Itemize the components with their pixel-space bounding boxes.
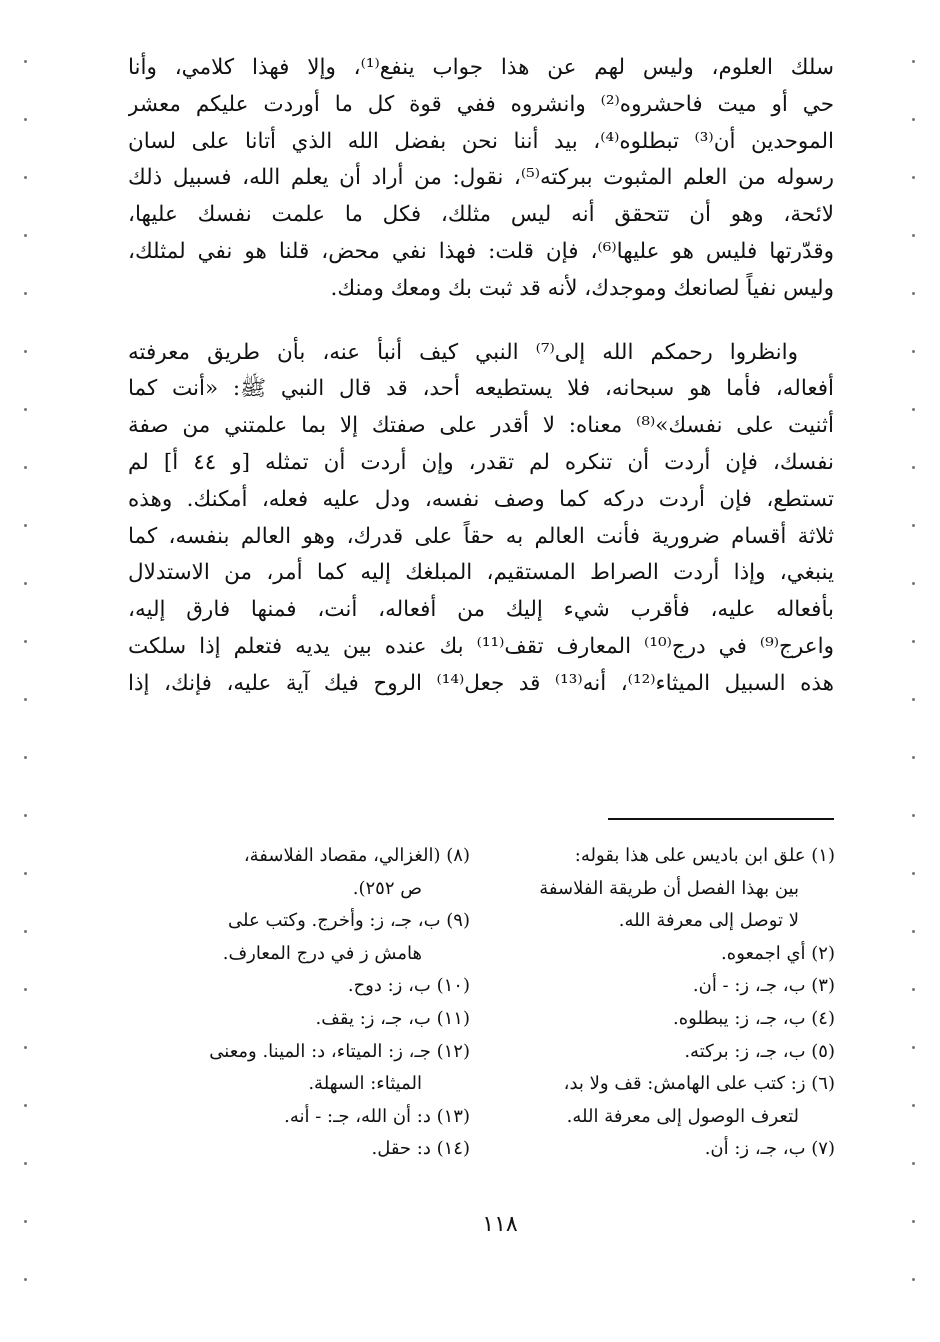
footnote-number: (٨) [446,845,470,866]
footnote [125,905,470,970]
footnote [490,1068,835,1133]
footnote-number: (٤) [811,1007,835,1029]
text-line: حي أو ميت فاحشروه⁽²⁾ وانشروه ففي قوة كل ما أوردت عليكم معشر [128,91,834,117]
text-line: لائحة، وهو أن تتحقق أنه ليس مثلك، فكل ما علمت نفسك عليها، [128,202,834,228]
margin-dot [24,118,27,121]
footnote [490,1003,835,1036]
margin-dot [24,756,27,759]
footnote-text: جـ، ز: الميتاء، د: المينا. ومعنى [209,1040,431,1062]
footnote-text: (الغزالي، مقصاد الفلاسفة، [243,845,441,866]
footnote-text: ب، جـ، ز: - أن. [692,975,806,997]
margin-dot [912,814,915,817]
margin-dot [912,698,915,701]
footnote [490,1036,835,1069]
margin-dot [912,930,915,933]
margin-dot [912,1220,915,1223]
margin-dot [24,292,27,295]
margin-dot [24,350,27,353]
footnote-number: (٦) [811,1073,835,1095]
margin-dot [912,234,915,237]
margin-dot [912,1104,915,1107]
text-line: الموحدين أن⁽³⁾ تبطلوه⁽⁴⁾، بيد أننا نحن بفضل الله الذي أتانا على لسان [128,128,834,154]
text-line: تستطع، فإن أردت دركه كما وصف نفسه، ودل عليه فعله، أمكنك. وهذه [128,486,834,512]
footnote [125,970,470,1003]
margin-dot [24,1046,27,1049]
margin-dot [24,1278,27,1281]
footnote [490,970,835,1003]
footnote [125,1101,470,1134]
margin-dot [24,524,27,527]
margin-dot [24,930,27,933]
footnote [125,1133,470,1166]
text-line: سلك العلوم، وليس لهم عن هذا جواب ينفع⁽¹⁾، وإلا فهذا كلامي، وأنا [128,55,834,80]
margin-dot [24,176,27,179]
margin-dot [912,582,915,585]
margin-dot [24,408,27,411]
margin-dot [912,350,915,353]
footnote-text: لتعرف الوصول إلى معرفة الله. [566,1105,799,1127]
footnote-text: هامش ز في درج المعارف. [222,942,422,964]
footnote-text: د: حقل. [371,1138,431,1160]
margin-dot [24,466,27,469]
footnote [125,1003,470,1036]
margin-dot [912,756,915,759]
footnote-number: (١٣) [436,1105,470,1127]
footnote-text: ب، ز: دوح. [347,975,431,997]
footnote-number: (١) [811,845,835,866]
footnote [490,1133,835,1166]
footnote-text: ب، جـ، ز: يبطلوه. [673,1007,806,1029]
footnote-text: بين بهذا الفصل أن طريقة الفلاسفة [539,877,799,899]
margin-dot [24,1220,27,1223]
margin-dot [24,60,27,63]
margin-dot [912,1046,915,1049]
margin-dot [912,1162,915,1165]
footnote [125,1036,470,1101]
text-line: نفسك، فإن أردت أن تنكره لم تقدر، وإن أردت أن تمثله [و ٤٤ أ] لم [128,449,834,475]
margin-dot [912,872,915,875]
footnote-number: (٥) [811,1040,835,1062]
margin-dot [24,988,27,991]
footnote-number: (٧) [811,1138,835,1160]
footnote-text: لا توصل إلى معرفة الله. [618,910,799,932]
margin-dot [912,640,915,643]
footnotes-right-column [490,840,835,1166]
margin-dot [912,292,915,295]
text-line: أثنيت على نفسك»⁽⁸⁾ معناه: لا أقدر على صفتك إلا بما علمتني من صفة [128,413,834,439]
footnote-text: علق ابن باديس على هذا بقوله: [574,845,806,866]
text-line: وقدّرتها فليس هو عليها⁽⁶⁾، فإن قلت: فهذا نفي محض، قلنا هو نفي لمثلك، [128,238,834,264]
footnote-text: أي اجمعوه. [721,942,806,964]
footnote-text: ب، جـ، ز: أن. [704,1138,806,1160]
margin-dot [24,234,27,237]
margin-dot [912,1278,915,1281]
margin-dot [912,408,915,411]
margin-dot [24,1162,27,1165]
text-line: وانظروا رحمكم الله إلى⁽⁷⁾ النبي كيف أنبأ عنه، بأن طريق معرفته [128,339,798,365]
margin-dot [912,988,915,991]
left-margin-dots [24,0,28,1342]
footnote-number: (٩) [446,910,470,932]
text-line: بأفعاله عليه، فأقرب شيء إليك من أفعاله، أنت، فمنها فارق إليه، [128,597,834,623]
text-line: ثلاثة أقسام ضرورية فأنت العالم به حقاً على قدرك، وهو العالم بنفسه، كما [128,523,834,549]
margin-dot [912,60,915,63]
margin-dot [912,466,915,469]
text-line: واعرج⁽⁹⁾ في درج⁽¹⁰⁾ المعارف تقف⁽¹¹⁾ بك عنده بين يديه فتعلم إذا سلكت [128,633,834,659]
footnote-number: (٣) [811,975,835,997]
text-line: أفعاله، فأما هو سبحانه، فلا يستطيعه أحد، قد قال النبي ﷺ: «أنت كما [128,376,834,402]
footnote-text: ب، جـ، ز: يقف. [315,1007,431,1029]
footnote [490,938,835,971]
margin-dot [912,524,915,527]
footnote-number: (١٢) [436,1040,470,1062]
margin-dot [24,1104,27,1107]
page-number: ١١٨ [482,1212,518,1237]
footnotes-left-column [125,840,470,1166]
text-line: رسوله من العلم المثبوت ببركته⁽⁵⁾، نقول: من أراد أن يعلم الله، فسبيل ذلك [128,165,834,191]
text-line: ينبغي، وإذا أردت الصراط المستقيم، المبلغك إليه كما أمر، من الاستدلال [128,560,834,586]
footnote-number: (١١) [436,1007,470,1029]
footnote-number: (١٤) [436,1138,470,1160]
footnote-text: ب، جـ، ز: بركته. [684,1040,806,1062]
paragraph-2 [128,335,834,703]
margin-dot [912,118,915,121]
footnote-number: (٢) [811,942,835,964]
footnote-separator [608,818,834,820]
main-text [128,50,834,703]
footnote-text: الميثاء: السهلة. [308,1073,422,1095]
footnote-text: ز: كتب على الهامش: قف ولا بد، [563,1073,806,1095]
text-line: وليس نفياً لصانعك وموجدك، لأنه قد ثبت بك ومعك ومنك. [330,275,834,301]
text-line: هذه السبيل الميثاء⁽¹²⁾، أنه⁽¹³⁾ قد جعل⁽¹⁴⁾ الروح فيك آية عليه، فإنك، إذا [128,670,834,696]
right-margin-dots [912,0,916,1342]
footnote [490,840,835,938]
footnote-text: د: أن الله، جـ: - أنه. [284,1105,431,1127]
footnote-text: ب، جـ، ز: وأخرج. وكتب على [228,910,441,932]
paragraph-1 [128,50,834,308]
margin-dot [24,814,27,817]
footnote-number: (١٠) [436,975,470,997]
margin-dot [24,582,27,585]
margin-dot [24,698,27,701]
footnote-text: ص ٢٥٢). [352,877,422,899]
footnote [125,840,470,905]
margin-dot [24,872,27,875]
margin-dot [912,176,915,179]
margin-dot [24,640,27,643]
